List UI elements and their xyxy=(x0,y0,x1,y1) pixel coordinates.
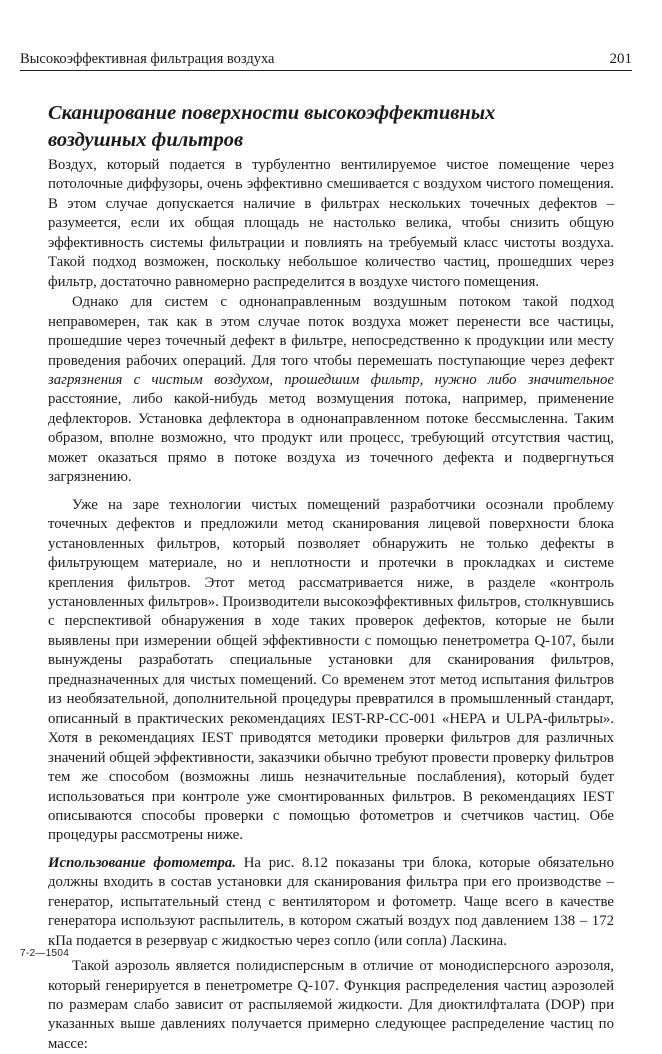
paragraph-1: Воздух, который подается в турбулентно вентилируемое чистое помещение через потолочные диффузоры, очень эффективно смешивается с воздухом чистого помещения. В этом случае допускается наличие в фильтрах нескольких точечных дефектов – разумеется, если их общая площадь не настолько велика, чтобы снизить общую эффективность системы фильтрации и повлиять на требуемый класс чистоты воздуха. Такой подход возможен, поскольку небольшое количество частиц, прошедших через фильтр, достаточно равномерно распределится в воздухе чистого помещения. xyxy=(48,157,614,290)
running-head xyxy=(20,48,632,71)
paragraph-5: Такой аэрозоль является полидисперсным в отличие от монодисперсного аэрозоля, который генерируется в пенетрометре Q-107. Функция распределения частиц аэрозолей по размерам слабо зависит от распыляемой жидкости. Для диоктилфталата (DOP) при указанных выше давлениях получается примерно следующее распределение частиц по массе: xyxy=(48,958,614,1052)
paragraph-2-part-b: расстояние, либо какой-нибудь метод возмущения потока, например, применение дефлекторов. Установка дефлектора в однонаправленном потоке бессмысленна. Таким образом, вполне возможно, что продукт или процесс, требующий отсутствия частиц, может оказаться прямо в потоке воздуха из точечного дефекта и подвергнуться загрязнению. xyxy=(48,391,614,486)
running-head-title: Высокоэффективная фильтрация воздуха xyxy=(20,51,275,67)
section-title-line-2: воздушных фильтров xyxy=(48,129,244,151)
printer-signature: 7-2—1504 xyxy=(20,948,70,959)
paragraph-3: Уже на заре технологии чистых помещений разработчики осознали проблему точечных дефектов и предложили метод сканирования лицевой поверхности блока установленных фильтров, который позволяет обнаружить не только дефекты в фильтрующем материале, но и неплотности и протечки в прокладках и системе крепления фильтров. Этот метод рассматривается ниже, в разделе «контроль установленных фильтров». Производители высокоэффективных фильтров, столкнувшись с перспективой обнаружения в ходе таких проверок дефектов, которые не были выявлены при измерении общей эффективности с помощью пенетрометра Q-107, были вынуждены разработать специальные установки для сканирования фильтров, предназначенных для чистых помещений. Со временем этот метод испытания фильтров из необязательной, дополнительной процедуры превратился в промышленный стандарт, описанный в практических рекомендациях IEST-RP-CC-001 «HEPA и ULPA-фильтры». Хотя в рекомендациях IEST приводятся методики проверки фильтров для различных значений общей эффективности, заказчики обычно требуют провести проверку фильтров тем же способом (возможны лишь незначительные послабления), который будет использоваться при контроле уже смонтированных фильтров. В рекомендациях IEST описываются способы проверки с помощью фотометров и счетчиков частиц. Обе процедуры рассмотрены ниже. xyxy=(48,496,614,844)
paragraph-2 xyxy=(48,293,614,488)
section-title xyxy=(48,100,568,154)
section-title-line-1: Сканирование поверхности высокоэффективных xyxy=(48,102,496,124)
page-number: 201 xyxy=(609,51,632,67)
paragraph-2-part-a: Однако для систем с однонаправленным воздушным потоком такой подход неправомерен, так как в этом случае поток воздуха может перенести все частицы, прошедшие через точечный дефект в фильтре, непосредственно к продукции или месту проведения рабочих операций. Для того чтобы перемешать поступающие через дефект xyxy=(48,294,614,369)
paragraph-4-text: На рис. 8.12 показаны три блока, которые обязательно должны входить в состав установки для сканирования фильтра при его производстве – генератор, испытательный стенд с вентилятором и фотометр. Чаще всего в качестве генератора используют распылитель, в котором сжатый воздух под давлением 138 – 172 кПа подается в резервуар с жидкостью через сопло (или сопла) Ласкина. xyxy=(48,854,614,949)
body-text xyxy=(48,156,614,1054)
paragraph-4-heading: Использование фотометра. xyxy=(48,854,236,871)
paragraph-4 xyxy=(48,854,614,951)
paragraph-2-italic: загрязнения с чистым воздухом, прошедшим фильтр, нужно либо значительное xyxy=(48,371,614,388)
